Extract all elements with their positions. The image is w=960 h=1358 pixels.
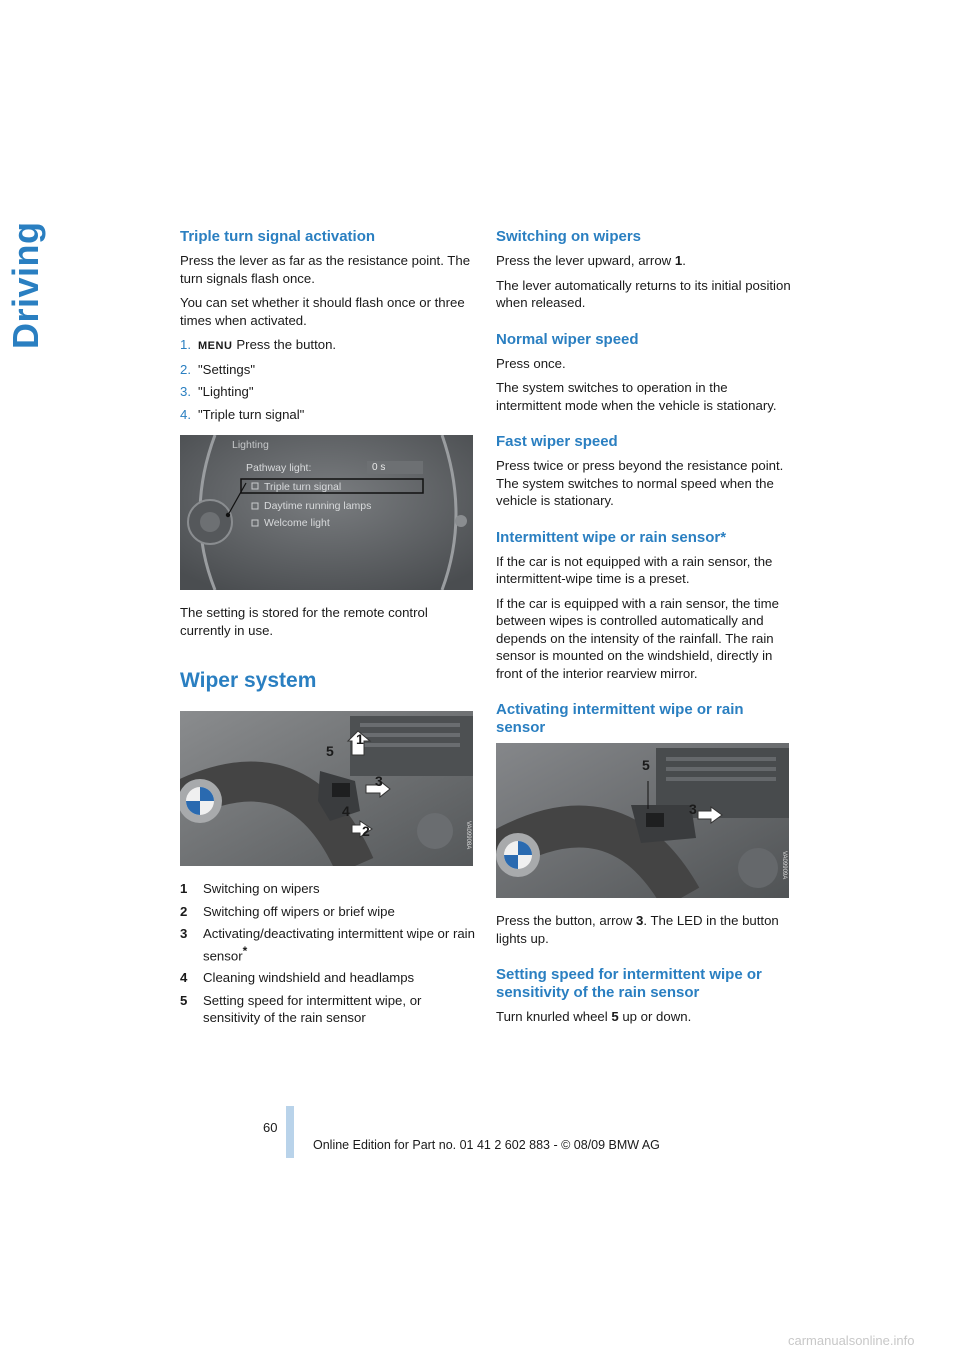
step-item	[180, 383, 476, 401]
figure-label-2: 2	[362, 823, 370, 839]
paragraph: Press the button, arrow 3. The LED in the button lights up.	[496, 913, 779, 946]
right-column	[496, 228, 792, 1033]
step-item	[180, 406, 476, 424]
figure-label-5: 5	[326, 743, 334, 759]
step-item	[180, 336, 476, 356]
paragraph: If the car is equipped with a rain sensor, the time between wipes is controlled automatically and depends on the intensity of the rainfall. The rain sensor is mounted on the windshield, directly in front of the interior rearview mirror.	[496, 595, 779, 681]
heading-switching-on-wipers: Switching on wipers	[496, 228, 642, 245]
step-text: "Lighting"	[198, 384, 254, 399]
paragraph: Press the lever as far as the resistance point. The turn signals flash once.	[180, 253, 471, 286]
figure-label-1: 1	[356, 731, 364, 747]
legend-item: 1 Switching on wipers	[180, 881, 320, 896]
footer-bar	[286, 1106, 294, 1158]
heading-fast-wiper-speed: Fast wiper speed	[496, 433, 618, 450]
edition-note: Online Edition for Part no. 01 41 2 602 883 - © 08/09 BMW AG	[313, 1138, 660, 1152]
optional-equipment-star: *	[242, 943, 248, 958]
step-text: Press the button.	[236, 337, 337, 352]
watermark: carmanualsonline.info	[788, 1333, 915, 1348]
step-item	[180, 361, 476, 379]
legend-item: 2 Switching off wipers or brief wipe	[180, 903, 395, 919]
paragraph: Press twice or press beyond the resistance point.	[496, 458, 784, 473]
left-column	[180, 228, 476, 1032]
legend-item: 3 Activating/deactivating intermittent wipe or rain sensor*	[180, 926, 475, 963]
paragraph: Press once.	[496, 355, 566, 371]
heading-wiper-system: Wiper system	[180, 669, 317, 692]
screen-item-daytime-running-lamps: Daytime running lamps	[264, 500, 372, 512]
paragraph: The system switches to normal speed when the vehicle is stationary.	[496, 475, 774, 508]
legend-item: 5 Setting speed for intermittent wipe, or sensitivity of the rain sensor	[180, 992, 422, 1026]
paragraph: The system switches to operation in the intermittent mode when the vehicle is stationary.	[496, 380, 777, 413]
step-number: 1.	[180, 337, 191, 352]
step-number: 3.	[180, 384, 191, 399]
heading-setting-speed: Setting speed for intermittent wipe or sensitivity of the rain sensor	[496, 966, 762, 1001]
figure-legend	[180, 880, 476, 1027]
screen-item-triple-turn-signal: Triple turn signal	[264, 481, 342, 493]
menu-button-icon: MENU	[198, 340, 233, 352]
section-tab: Driving	[5, 221, 46, 349]
paragraph: If the car is not equipped with a rain sensor, the intermittent-wipe time is a preset.	[496, 553, 773, 586]
figure-code: VA09909A	[781, 851, 787, 880]
screen-item-welcome-light: Welcome light	[264, 517, 330, 529]
paragraph: Turn knurled wheel 5 up or down.	[496, 1009, 692, 1024]
idrive-screen-figure	[180, 435, 473, 590]
screen-title: Lighting	[232, 439, 269, 451]
rain-sensor-button-figure	[496, 743, 789, 898]
screen-pathway-label: Pathway light:	[246, 462, 312, 474]
figure-label-5: 5	[642, 757, 650, 773]
wiper-stalk-illustration	[180, 711, 473, 866]
idrive-screen-illustration	[180, 435, 473, 590]
screen-pathway-value: 0 s	[372, 462, 386, 473]
paragraph: The lever automatically returns to its initial position when released.	[496, 277, 791, 310]
paragraph: You can set whether it should flash once or three times when activated.	[180, 295, 465, 328]
step-text: "Triple turn signal"	[198, 406, 305, 422]
heading-normal-wiper-speed: Normal wiper speed	[496, 330, 639, 348]
legend-item: 4 Cleaning windshield and headlamps	[180, 970, 415, 986]
figure-label-3: 3	[689, 801, 697, 817]
heading-activating-intermittent-wipe: Activating intermittent wipe or rain sensor	[496, 701, 744, 736]
figure-label-3: 3	[375, 773, 383, 789]
page-number: 60	[263, 1120, 278, 1135]
steps-list	[180, 336, 476, 423]
step-number: 2.	[180, 361, 191, 377]
figure-code: VA09908A	[465, 821, 471, 850]
heading-intermittent-wipe: Intermittent wipe or rain sensor*	[496, 528, 727, 546]
step-text: "Settings"	[198, 361, 256, 377]
paragraph: The setting is stored for the remote control currently in use.	[180, 605, 428, 638]
wiper-stalk-figure	[180, 711, 473, 866]
paragraph: Press the lever upward, arrow 1.	[496, 253, 686, 268]
step-number: 4.	[180, 406, 191, 422]
heading-triple-turn-signal: Triple turn signal activation	[180, 228, 376, 245]
figure-label-4: 4	[342, 803, 350, 819]
